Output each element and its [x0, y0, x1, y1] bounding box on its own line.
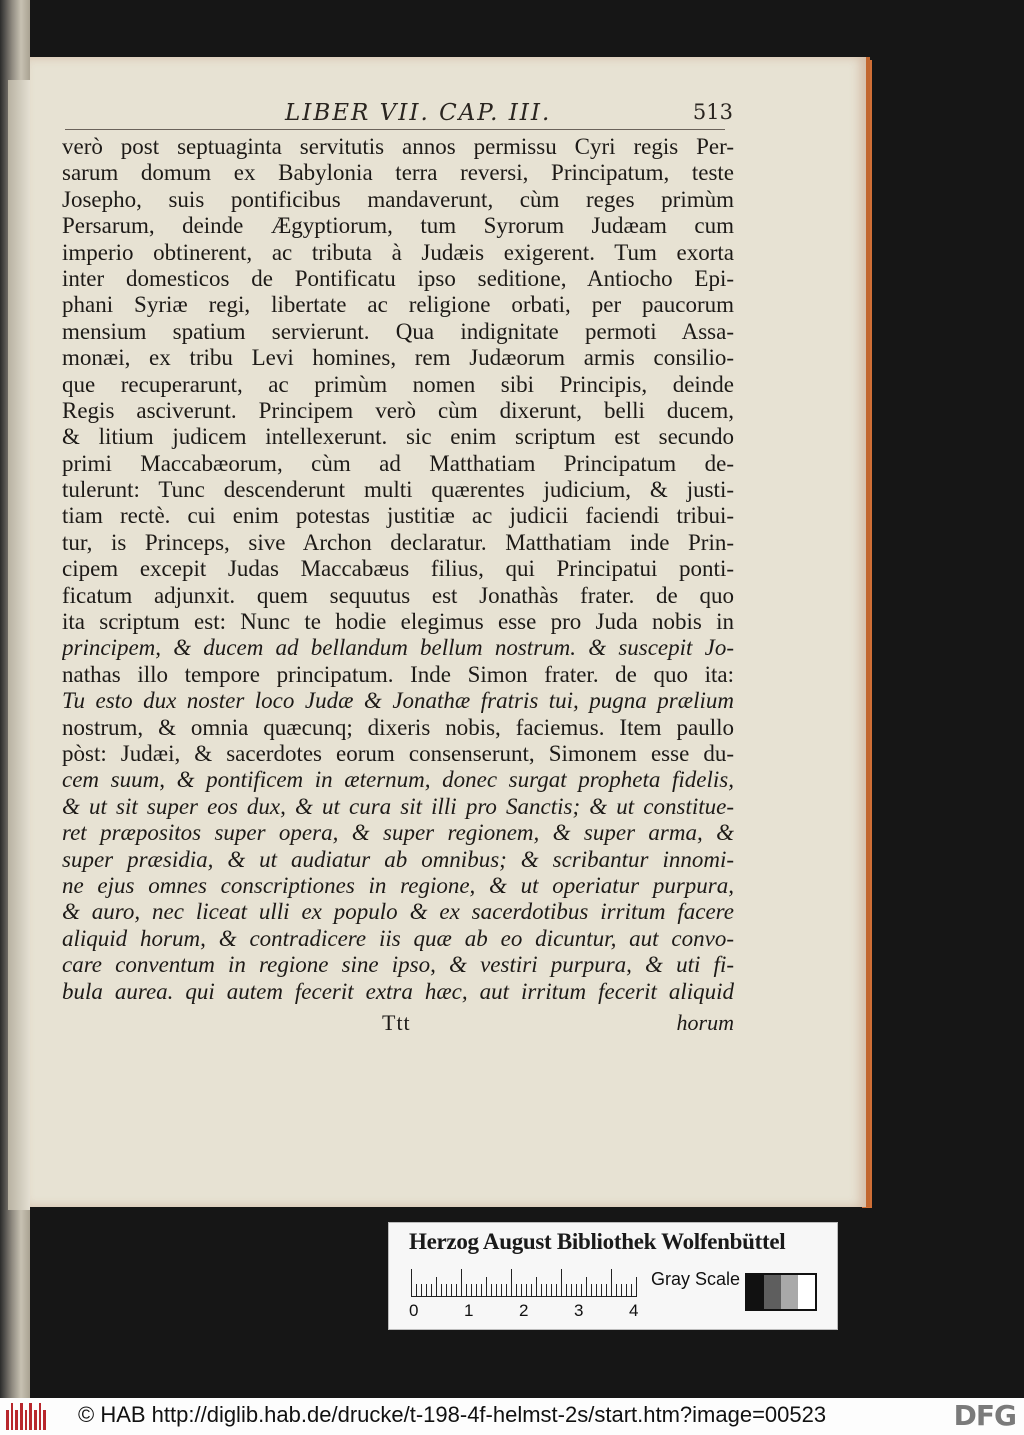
ruler-tick	[591, 1284, 592, 1297]
gray-swatch	[764, 1275, 781, 1309]
text-line: super præsidia, & ut audiatur ab omnibus; & scribantur innomi-	[62, 846, 734, 872]
text-line: tur, is Princeps, sive Archon declaratur. Matthatiam inde Prin-	[62, 529, 734, 555]
ruler-tick	[606, 1284, 607, 1297]
header-rule	[65, 129, 725, 130]
ruler-tick	[491, 1284, 492, 1297]
text-line: nathas illo tempore principatum. Inde Simon frater. de quo ita:	[62, 661, 734, 687]
ruler-tick	[526, 1284, 527, 1297]
ruler-tick	[516, 1284, 517, 1297]
ruler-tick	[611, 1269, 612, 1297]
text-line: & ut sit super eos dux, & ut cura sit illi pro Sanctis; & ut constitue-	[62, 793, 734, 819]
ruler-tick	[481, 1284, 482, 1297]
text-line: principem, & ducem ad bellandum bellum nostrum. & suscepit Jo-	[62, 635, 734, 661]
text-line: Josepho, suis pontificibus mandaverunt, cùm reges primùm	[62, 186, 734, 212]
ruler-number: 4	[629, 1301, 639, 1320]
catchword: horum	[676, 1010, 734, 1035]
ruler-tick	[431, 1284, 432, 1297]
running-title: LIBER VII. CAP. III.	[285, 100, 552, 126]
text-line: tiam rectè. cui enim potestas justitiæ ac judicii faciendi tribui-	[62, 503, 734, 529]
ruler-tick	[411, 1269, 412, 1297]
ruler-tick	[486, 1277, 487, 1297]
ruler-tick	[521, 1284, 522, 1297]
library-name: Herzog August Bibliothek Wolfenbüttel	[409, 1229, 786, 1254]
ruler-tick	[466, 1284, 467, 1297]
text-line: cem suum, & pontificem in æternum, donec surgat propheta fidelis,	[62, 767, 734, 793]
page-footer	[62, 1010, 734, 1036]
ruler-tick	[601, 1284, 602, 1297]
text-line: monæi, ex tribu Levi homines, rem Judæorum armis consilio-	[62, 345, 734, 371]
ruler-number: 1	[464, 1301, 474, 1320]
ruler-tick	[511, 1269, 512, 1297]
text-line: aliquid horum, & contradicere iis quæ ab eo dicuntur, aut convo-	[62, 925, 734, 951]
text-line: pòst: Judæi, & sacerdotes eorum consenserunt, Simonem esse du-	[62, 740, 734, 766]
ruler-tick	[536, 1277, 537, 1297]
text-line: inter domesticos de Pontificatu ipso seditione, Antiocho Epi-	[62, 265, 734, 291]
viewer-bottom-bar	[0, 1398, 1024, 1435]
text-line: cipem excepit Judas Maccabæus filius, qui Principatui ponti-	[62, 556, 734, 582]
gray-scale-label: Gray Scale	[651, 1269, 741, 1289]
text-line: sarum domum ex Babylonia terra reversi, Principatum, teste	[62, 160, 734, 186]
ruler-tick	[561, 1269, 562, 1297]
text-line: & litium judicem intellexerunt. sic enim scriptum est secundo	[62, 424, 734, 450]
ruler-tick	[586, 1277, 587, 1297]
left-page-strip	[0, 0, 30, 1400]
signature-mark: Ttt	[382, 1010, 411, 1035]
ruler-tick	[421, 1284, 422, 1297]
hab-logo-icon	[6, 1403, 46, 1430]
text-line: ne ejus omnes conscriptiones in regione, & ut operiatur purpura,	[62, 872, 734, 898]
ruler-tick	[441, 1284, 442, 1297]
ruler-tick	[451, 1284, 452, 1297]
text-line: Tu esto dux noster loco Judæ & Jonathæ fratris tui, pugna prælium	[62, 688, 734, 714]
text-line: que recuperarunt, ac primùm nomen sibi Principis, deinde	[62, 371, 734, 397]
text-line: phani Syriæ regi, libertate ac religione orbati, per paucorum	[62, 292, 734, 318]
text-line: ita scriptum est: Nunc te hodie elegimus esse pro Juda nobis in	[62, 609, 734, 635]
text-line: Regis asciverunt. Principem verò cùm dixerunt, belli ducem,	[62, 397, 734, 423]
gray-swatch	[747, 1275, 764, 1309]
text-line: care conventum in regione sine ipso, & vestiri purpura, & uti fi-	[62, 952, 734, 978]
ruler-tick	[476, 1284, 477, 1297]
text-line: ret præpositos super opera, & super regionem, & super arma, &	[62, 820, 734, 846]
ruler-number: 0	[409, 1301, 419, 1320]
running-header	[55, 100, 735, 130]
image-url[interactable]: © HAB http://diglib.hab.de/drucke/t-198-4f-helmst-2s/start.htm?image=00523	[78, 1402, 827, 1427]
ruler-tick	[621, 1284, 622, 1297]
ruler-tick	[556, 1284, 557, 1297]
ruler-tick	[616, 1284, 617, 1297]
ruler-tick	[501, 1284, 502, 1297]
ruler-tick	[496, 1284, 497, 1297]
ruler-tick	[506, 1284, 507, 1297]
ruler-number: 3	[574, 1301, 584, 1320]
gray-swatch	[781, 1275, 798, 1309]
body-text	[62, 134, 734, 1005]
text-line: imperio obtinerent, ac tributa à Judæis exigerent. Tum exorta	[62, 239, 734, 265]
ruler-tick	[456, 1284, 457, 1297]
text-line: primi Maccabæorum, cùm ad Matthatiam Principatum de-	[62, 450, 734, 476]
ruler-tick	[571, 1284, 572, 1297]
text-line: bula aurea. qui autem fecerit extra hæc, aut irritum fecerit aliquid	[62, 978, 734, 1004]
library-color-card	[388, 1222, 838, 1330]
ruler-tick	[631, 1284, 632, 1297]
text-line: ficatum adjunxit. quem sequutus est Jonathàs frater. de quo	[62, 582, 734, 608]
text-line: nostrum, & omnia quæcunq; dixeris nobis, faciemus. Item paullo	[62, 714, 734, 740]
text-line: Persarum, deinde Ægyptiorum, tum Syrorum Judæam cum	[62, 213, 734, 239]
ruler-tick	[636, 1277, 637, 1297]
ruler-tick	[566, 1284, 567, 1297]
gray-scale-swatches	[745, 1273, 817, 1311]
ruler-tick	[461, 1269, 462, 1297]
text-line: & auro, nec liceat ulli ex populo & ex sacerdotibus irritum facere	[62, 899, 734, 925]
ruler-tick	[551, 1284, 552, 1297]
ruler-tick	[426, 1284, 427, 1297]
text-line: tulerunt: Tunc descenderunt multi quærentes judicium, & justi-	[62, 477, 734, 503]
ruler-tick	[546, 1284, 547, 1297]
ruler-tick	[471, 1284, 472, 1297]
ruler-tick	[446, 1284, 447, 1297]
ruler-tick	[576, 1284, 577, 1297]
text-line: mensium spatium servierunt. Qua indignitate permoti Assa-	[62, 318, 734, 344]
dfg-logo: DFG	[953, 1399, 1016, 1432]
ruler-tick	[416, 1284, 417, 1297]
ruler-number: 2	[519, 1301, 529, 1320]
gray-swatch	[798, 1275, 815, 1309]
ruler-tick	[436, 1277, 437, 1297]
text-line: verò post septuaginta servitutis annos permissu Cyri regis Per-	[62, 134, 734, 159]
ruler-tick	[541, 1284, 542, 1297]
ruler-tick	[531, 1284, 532, 1297]
page-number: 513	[692, 100, 733, 124]
ruler-tick	[626, 1284, 627, 1297]
ruler-tick	[581, 1284, 582, 1297]
ruler-tick	[596, 1284, 597, 1297]
measure-ruler	[411, 1269, 637, 1297]
